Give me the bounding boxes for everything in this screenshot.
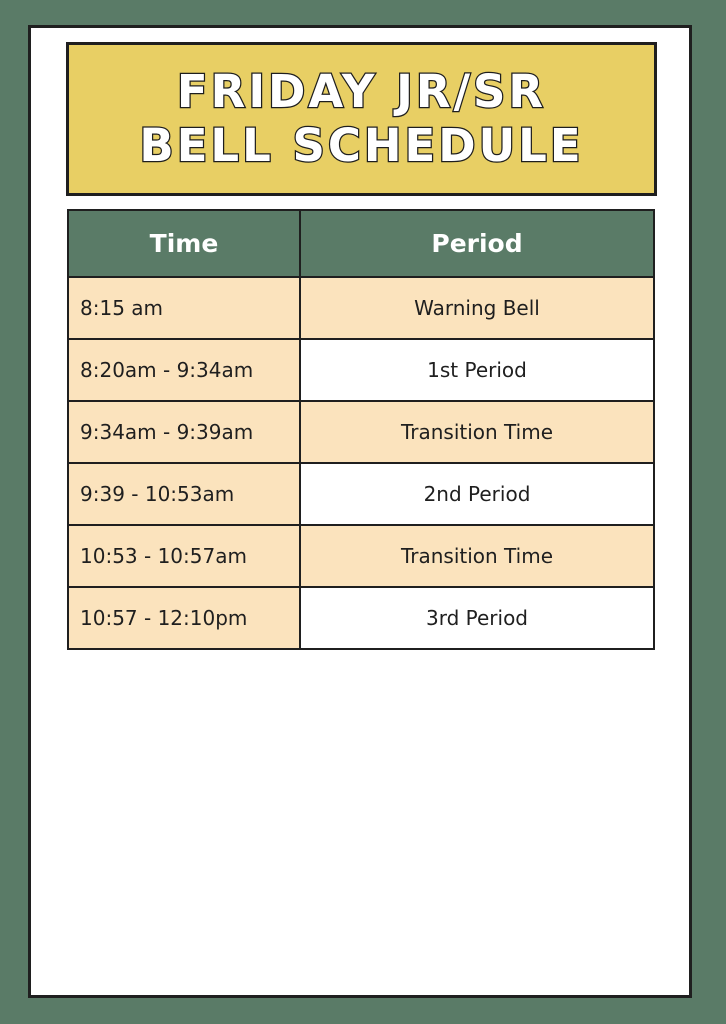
- time-cell: 8:20am - 9:34am: [68, 339, 300, 401]
- table-row: [68, 401, 654, 463]
- title-line-1: FRIDAY JR/SR: [176, 65, 547, 118]
- title-banner: [66, 42, 657, 196]
- bell-schedule-table: [67, 209, 655, 650]
- period-cell: Transition Time: [300, 401, 654, 463]
- time-cell: 10:53 - 10:57am: [68, 525, 300, 587]
- table-row: [68, 339, 654, 401]
- table-header-row: [68, 210, 654, 277]
- table-row: [68, 525, 654, 587]
- period-column-header: Period: [300, 210, 654, 277]
- period-cell: Transition Time: [300, 525, 654, 587]
- period-cell: 1st Period: [300, 339, 654, 401]
- time-cell: 9:39 - 10:53am: [68, 463, 300, 525]
- time-cell: 9:34am - 9:39am: [68, 401, 300, 463]
- time-column-header: Time: [68, 210, 300, 277]
- time-cell: 10:57 - 12:10pm: [68, 587, 300, 649]
- table-row: [68, 587, 654, 649]
- period-cell: 3rd Period: [300, 587, 654, 649]
- table-row: [68, 463, 654, 525]
- table-row: [68, 277, 654, 339]
- period-cell: 2nd Period: [300, 463, 654, 525]
- time-cell: 8:15 am: [68, 277, 300, 339]
- period-cell: Warning Bell: [300, 277, 654, 339]
- title-line-2: BELL SCHEDULE: [139, 119, 584, 172]
